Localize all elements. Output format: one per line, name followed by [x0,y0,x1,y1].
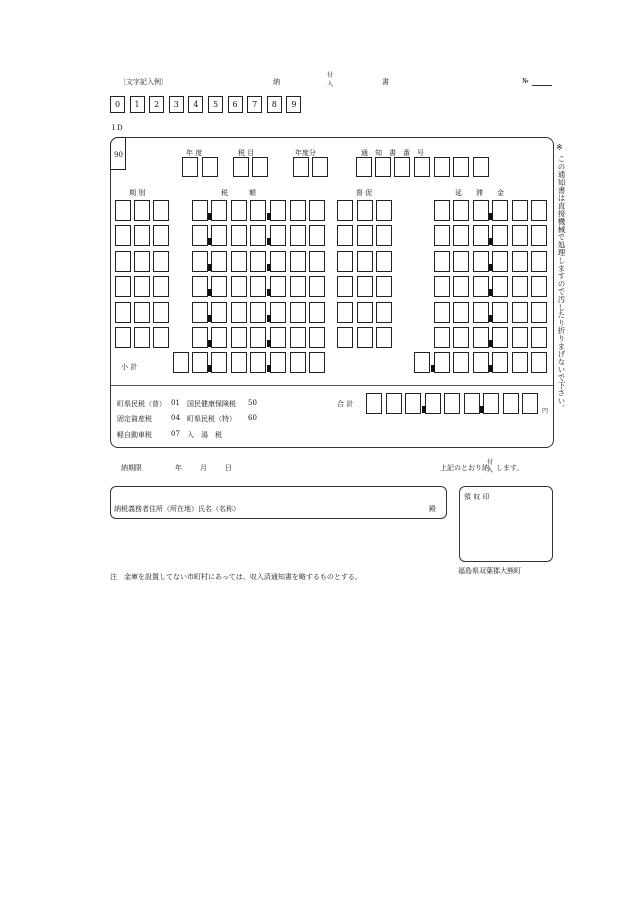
due-label: 納期限 [121,464,142,472]
amount-box[interactable] [453,327,469,348]
amount-box[interactable] [231,327,247,348]
separator-mark [489,340,493,347]
payer-box[interactable] [110,486,447,519]
amount-box[interactable] [134,200,150,221]
sample-digit-box: 9 [286,96,301,113]
subtotal-box[interactable] [531,352,547,373]
amount-box[interactable] [134,327,150,348]
amount-box[interactable] [309,302,325,323]
tax-code-name: 国民健康保険税 [187,400,236,408]
amount-box[interactable] [453,251,469,272]
amount-box[interactable] [192,251,208,272]
code-entry-box[interactable] [473,157,489,177]
separator-mark [267,315,271,322]
amount-box[interactable] [153,302,169,323]
example-label: 〔文字記入例〕 [119,78,168,86]
amount-box[interactable] [531,276,547,297]
tax-code-name: 軽自動車税 [117,431,152,439]
amount-box[interactable] [270,302,286,323]
amount-box[interactable] [134,276,150,297]
amount-box[interactable] [434,200,450,221]
amount-box[interactable] [434,302,450,323]
code-entry-box[interactable] [356,157,372,177]
tax-code-number: 60 [248,414,257,422]
side-note-text: この通知書は直接機械で処理しますので汚したり折りまげないで下さい。 [557,155,566,413]
amount-box[interactable] [231,251,247,272]
amount-box[interactable] [453,200,469,221]
amount-box[interactable] [231,225,247,246]
total-box[interactable] [386,393,402,414]
number-underline [532,85,552,86]
receipt-stamp-label: 領 収 印 [464,493,490,501]
amount-box[interactable] [153,225,169,246]
separator-mark [267,289,271,296]
amount-box[interactable] [376,225,392,246]
amount-box[interactable] [290,302,306,323]
amount-box[interactable] [492,327,508,348]
amount-box[interactable] [270,225,286,246]
amount-box[interactable] [250,225,266,246]
amount-box[interactable] [337,327,353,348]
amount-box[interactable] [153,251,169,272]
amount-box[interactable] [192,276,208,297]
payer-label: 納税義務者住所（所在地）氏名（名称） [114,505,240,513]
amount-box[interactable] [453,276,469,297]
sample-digit-box: 5 [208,96,223,113]
amount-box[interactable] [512,251,528,272]
amount-box[interactable] [115,200,131,221]
separator-mark [208,365,212,372]
amount-box[interactable] [376,327,392,348]
separator-mark [208,315,212,322]
subtotal-box[interactable] [231,352,247,373]
amount-box[interactable] [357,276,373,297]
amount-box[interactable] [153,276,169,297]
amount-box[interactable] [192,200,208,221]
separator-mark [422,406,426,413]
separator-mark [267,213,271,220]
side-note-mark: ※ [556,143,563,152]
title-fu: 付 [327,72,334,79]
subtotal-box[interactable] [192,352,208,373]
separator-mark [208,264,212,271]
amount-box[interactable] [337,276,353,297]
amount-box[interactable] [337,225,353,246]
due-day: 日 [225,464,232,472]
label-year: 年 度 [186,149,203,157]
amount-box[interactable] [270,251,286,272]
amount-box[interactable] [309,251,325,272]
id-label: I D [112,124,123,132]
title-nou: 納 [273,78,280,86]
code-entry-box[interactable] [293,157,309,177]
received-suffix: します。 [496,464,524,472]
separator-mark [208,289,212,296]
separator-mark [267,340,271,347]
amount-box[interactable] [211,302,227,323]
amount-box[interactable] [337,251,353,272]
amount-box[interactable] [153,327,169,348]
amount-box[interactable] [231,200,247,221]
total-box[interactable] [366,393,382,414]
amount-box[interactable] [309,327,325,348]
amount-box[interactable] [270,276,286,297]
tax-code-name: 町県民税（普） [117,400,166,408]
code-entry-box[interactable] [434,157,450,177]
amount-box[interactable] [531,327,547,348]
label-period: 期 別 [129,189,146,197]
payer-honorific: 殿 [429,505,436,513]
subtotal-box[interactable] [473,352,489,373]
amount-box[interactable] [309,200,325,221]
amount-box[interactable] [357,225,373,246]
separator-mark [489,365,493,372]
amount-box[interactable] [531,251,547,272]
received-nyu: 入 [487,467,494,474]
amount-box[interactable] [512,327,528,348]
amount-box[interactable] [290,225,306,246]
amount-box[interactable] [512,225,528,246]
amount-box[interactable] [531,225,547,246]
separator-mark [267,238,271,245]
amount-box[interactable] [376,251,392,272]
tax-code-name: 固定資産税 [117,415,152,423]
municipality: 福島県双葉郡大熊町 [458,567,521,575]
subtotal-box[interactable] [290,352,306,373]
subtotal-box[interactable] [270,352,286,373]
due-year: 年 [175,464,182,472]
amount-box[interactable] [250,327,266,348]
amount-box[interactable] [250,302,266,323]
amount-box[interactable] [270,327,286,348]
amount-box[interactable] [290,276,306,297]
subtotal-box[interactable] [309,352,325,373]
amount-box[interactable] [134,225,150,246]
amount-box[interactable] [192,302,208,323]
tax-code-name: 町県民税（特） [187,415,236,423]
amount-box[interactable] [376,200,392,221]
amount-box[interactable] [134,251,150,272]
amount-box[interactable] [270,200,286,221]
code-entry-box[interactable] [375,157,391,177]
amount-box[interactable] [376,276,392,297]
amount-box[interactable] [492,225,508,246]
label-tax-amount: 税 額 [221,189,256,197]
tax-code-number: 50 [248,399,257,407]
tax-code-number: 07 [171,430,180,438]
amount-box[interactable] [531,200,547,221]
code-entry-box[interactable] [182,157,198,177]
amount-box[interactable] [473,225,489,246]
amount-box[interactable] [473,276,489,297]
amount-box[interactable] [492,200,508,221]
separator-mark [489,289,493,296]
amount-box[interactable] [512,200,528,221]
amount-box[interactable] [531,302,547,323]
amount-box[interactable] [512,276,528,297]
separator-mark [489,264,493,271]
amount-box[interactable] [309,225,325,246]
amount-box[interactable] [434,251,450,272]
amount-box[interactable] [473,327,489,348]
amount-box[interactable] [434,276,450,297]
amount-box[interactable] [192,225,208,246]
total-box[interactable] [405,393,421,414]
amount-box[interactable] [337,302,353,323]
amount-box[interactable] [357,200,373,221]
label-subtotal: 小 計 [121,363,138,371]
subtotal-box[interactable] [512,352,528,373]
tax-code-number: 04 [171,414,180,422]
subtotal-box[interactable] [173,352,189,373]
amount-box[interactable] [492,302,508,323]
code-entry-box[interactable] [394,157,410,177]
received-prefix: 上記のとおり納 [440,464,489,472]
subtotal-box[interactable] [453,352,469,373]
amount-box[interactable] [290,327,306,348]
sample-digit-box: 7 [247,96,262,113]
amount-box[interactable] [115,276,131,297]
subtotal-box[interactable] [492,352,508,373]
amount-box[interactable] [492,251,508,272]
amount-box[interactable] [211,200,227,221]
amount-box[interactable] [512,302,528,323]
subtotal-box[interactable] [250,352,266,373]
amount-box[interactable] [211,276,227,297]
code-entry-box[interactable] [312,157,328,177]
separator-mark [267,365,271,372]
amount-box[interactable] [357,251,373,272]
amount-box[interactable] [231,302,247,323]
subtotal-box[interactable] [414,352,430,373]
received-fu: 付 [487,459,494,466]
amount-box[interactable] [211,251,227,272]
separator-mark [208,213,212,220]
sample-digit-box: 4 [188,96,203,113]
total-box[interactable] [503,393,519,414]
amount-box[interactable] [357,302,373,323]
label-tax-item: 税 目 [238,149,255,157]
amount-box[interactable] [115,302,131,323]
total-box[interactable] [522,393,538,414]
code-entry-box[interactable] [453,157,469,177]
amount-box[interactable] [115,251,131,272]
separator-mark [208,340,212,347]
code-entry-box[interactable] [252,157,268,177]
label-dunning: 督 促 [356,189,373,197]
form-code: 90 [114,151,123,159]
amount-box[interactable] [434,225,450,246]
amount-box[interactable] [453,302,469,323]
amount-box[interactable] [473,251,489,272]
number-label: № [522,77,529,85]
tax-code-name: 入 湯 税 [187,431,222,439]
label-total: 合 計 [337,400,354,408]
due-month: 月 [200,464,207,472]
sample-digit-box: 6 [228,96,243,113]
amount-box[interactable] [211,225,227,246]
separator-mark [489,315,493,322]
amount-box[interactable] [192,327,208,348]
amount-box[interactable] [134,302,150,323]
label-year-portion: 年度分 [295,149,316,157]
amount-box[interactable] [115,225,131,246]
amount-box[interactable] [357,327,373,348]
amount-box[interactable] [231,276,247,297]
amount-box[interactable] [153,200,169,221]
separator-mark [431,365,435,372]
sample-digit-box: 2 [149,96,164,113]
divider [111,385,553,386]
amount-box[interactable] [250,200,266,221]
total-box[interactable] [483,393,499,414]
separator-mark [208,238,212,245]
total-box[interactable] [425,393,441,414]
separator-mark [489,238,493,245]
amount-box[interactable] [434,327,450,348]
label-late-fee: 延 滞 金 [455,189,504,197]
separator-mark [480,406,484,413]
label-yen: 円 [542,408,549,415]
code-entry-box[interactable] [233,157,249,177]
sample-digit-box: 1 [130,96,145,113]
amount-box[interactable] [337,200,353,221]
subtotal-box[interactable] [434,352,450,373]
separator-mark [489,213,493,220]
title-nyu: 入 [327,81,334,88]
footnote: 注 金庫を設置してない市町村にあっては、収入済通知書を略するものとする。 [110,573,362,581]
sample-digit-box: 3 [169,96,184,113]
amount-box[interactable] [453,225,469,246]
title-sho: 書 [382,78,389,86]
label-notice-number: 通 知 書 番 号 [361,149,424,157]
amount-box[interactable] [250,276,266,297]
amount-box[interactable] [290,251,306,272]
subtotal-box[interactable] [211,352,227,373]
sample-digit-box: 0 [110,96,125,113]
amount-box[interactable] [211,327,227,348]
total-box[interactable] [444,393,460,414]
amount-box[interactable] [473,302,489,323]
separator-mark [267,264,271,271]
amount-box[interactable] [309,276,325,297]
amount-box[interactable] [115,327,131,348]
tax-code-number: 01 [171,399,180,407]
amount-box[interactable] [473,200,489,221]
amount-box[interactable] [492,276,508,297]
code-entry-box[interactable] [202,157,218,177]
amount-box[interactable] [290,200,306,221]
amount-box[interactable] [376,302,392,323]
code-entry-box[interactable] [414,157,430,177]
sample-digit-box: 8 [267,96,282,113]
amount-box[interactable] [250,251,266,272]
total-box[interactable] [464,393,480,414]
